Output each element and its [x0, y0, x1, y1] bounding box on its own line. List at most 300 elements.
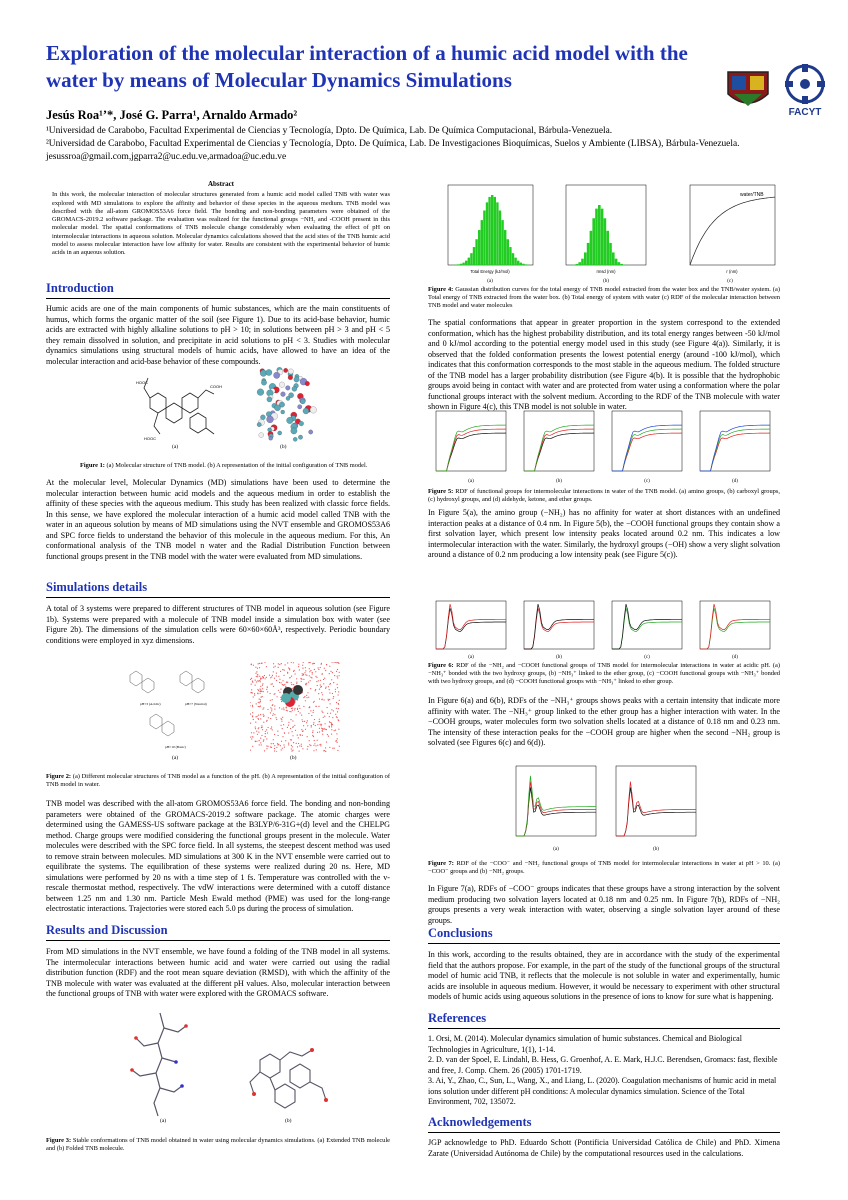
fig6-rdf-line	[612, 604, 682, 649]
water-molecule	[260, 699, 261, 700]
atom	[300, 399, 305, 404]
water-molecule	[302, 673, 303, 674]
atom	[286, 396, 290, 400]
water-molecule	[282, 717, 283, 718]
fig4a-bar	[514, 258, 516, 265]
fig4a-bar	[460, 264, 462, 265]
fig4-axis-label: r (nm)	[726, 269, 738, 274]
water-molecule	[256, 703, 257, 704]
water-molecule	[276, 680, 277, 681]
fig7-caption: Figure 7: RDF of the −COO⁻ and −NH₂ functional groups of TNB model for intermolecular interactions in water at pH > 10. (a) −COO⁻ groups and (b) −NH₂ groups.	[428, 860, 780, 876]
water-molecule	[255, 667, 256, 668]
water-molecule	[262, 696, 263, 697]
poster-title: Exploration of the molecular interaction of a humic acid model with the water by means of Molecular Dynamics Simulations	[46, 41, 688, 92]
water-molecule	[338, 691, 339, 692]
water-molecule	[260, 689, 261, 690]
facyt-logo	[778, 62, 832, 120]
water-molecule	[306, 697, 307, 698]
water-molecule	[250, 723, 251, 724]
water-molecule	[308, 697, 309, 698]
fig4a-bar	[462, 263, 464, 265]
water-molecule	[285, 686, 286, 687]
water-molecule	[312, 673, 313, 674]
water-molecule	[281, 749, 282, 750]
water-molecule	[336, 733, 337, 734]
water-molecule	[305, 729, 306, 730]
water-molecule	[262, 685, 263, 686]
water-molecule	[337, 738, 338, 739]
water-molecule	[325, 688, 326, 689]
water-molecule	[288, 725, 289, 726]
water-molecule	[252, 746, 253, 747]
water-molecule	[317, 740, 318, 741]
water-molecule	[280, 745, 281, 746]
water-molecule	[255, 728, 256, 729]
abstract-text: In this work, the molecular interaction of molecular structures generated from a humic acid model called TNB with water was explored with MD simulations to explore the affinity and behavior of these species in the aqueous medium. TNB model was described with the all-atom GROMOS53A6 force field. The bonding and non-bonding parameters were obtained of the GROMACS-2019.2 software package. The evaluation was realized for the functional groups −NH₂ and -COOH present in this molecular model. The spatial conformations of TNB molecule change considerably when evaluating the effect of pH on intermolecular interactions in aqueous solution. Molecular dynamics calculations showed that the acid sites of the TNB humic acid model to assess molecular interaction have low affinity for water. Results are consistent with the experimental behavior of humic acids in an aqueous solution.	[52, 191, 390, 257]
water-molecule	[302, 721, 303, 722]
water-molecule	[317, 685, 318, 686]
fig5-caption: Figure 5: RDF of functional groups for intermolecular interactions in water of the TNB model. (a) amino groups, (b) carboxyl groups, (c) hydroxyl groups, and (d) aldehyde, ketone, and ether groups.	[428, 488, 780, 504]
water-molecule	[270, 712, 271, 713]
water-molecule	[320, 745, 321, 746]
water-molecule	[256, 741, 257, 742]
water-molecule	[321, 725, 322, 726]
water-molecule	[256, 731, 257, 732]
atom	[261, 380, 266, 385]
fig7-sublabel: (b)	[653, 847, 659, 852]
water-molecule	[272, 705, 273, 706]
water-molecule	[282, 680, 283, 681]
folded-tnb-figure	[240, 1030, 340, 1116]
water-molecule	[295, 730, 296, 731]
sim-paragraph-1: A total of 3 systems were prepared to different structures of TNB model in aqueous solution (see Figure 1b). Systems were prepared with a molecule of TNB model inside a simulation box with water (see Figure 2b). The dimensions of the simulation cells were 60×60×60Å³, respectively. Periodic boundary conditions were employed in xyz dimensions.	[46, 604, 390, 645]
water-molecule	[259, 667, 260, 668]
water-molecule	[328, 700, 329, 701]
water-molecule	[266, 689, 267, 690]
water-molecule	[259, 699, 260, 700]
water-molecule	[314, 663, 315, 664]
water-molecule	[331, 662, 332, 663]
water-molecule	[277, 743, 278, 744]
water-molecule	[257, 716, 258, 717]
water-molecule	[272, 675, 273, 676]
fig4b-bar	[578, 262, 581, 265]
fig4a-bar	[520, 263, 522, 265]
water-molecule	[301, 744, 302, 745]
water-molecule	[329, 692, 330, 693]
water-molecule	[312, 663, 313, 664]
atom	[284, 368, 288, 372]
water-molecule	[270, 677, 271, 678]
water-molecule	[337, 676, 338, 677]
water-molecule	[329, 747, 330, 748]
water-molecule	[251, 689, 252, 690]
water-molecule	[322, 731, 323, 732]
water-molecule	[274, 714, 275, 715]
right-paragraph-2: In Figure 5(a), the amino group (−NH₂) has no affinity for water at short distances with an undefined interaction peaks at a distance of 0.4 nm. In Figure 5(b), the −COOH functional groups they contain show a first solvation layer, which present low intensity peaks located around 0.2 nm. This indicates a low intermolecular interaction with the water. Similarly, the hydroxyl groups (−OH) show a very slight solvation around a distance of 0.2 nm producing a low intensity peak (see Figure 5(c)).	[428, 508, 780, 559]
water-molecule	[300, 734, 301, 735]
water-molecule	[291, 711, 292, 712]
fig4b-bar	[609, 243, 612, 265]
results-paragraph-1: From MD simulations in the NVT ensemble, we have found a folding of the TNB model in all systems. The intermolecular interactions between humic acid and water were carried out using the radial distribution function (RDF) and the root mean square deviation (RMSD), with which the affinity of the TNB molecule with water was evaluated at the different pH values. Also, molecular interaction between the functional groups of TNB with water were explored with the GROMACS software.	[46, 947, 390, 998]
water-molecule	[282, 748, 283, 749]
fig6-caption: Figure 6: RDF of the −NH₂ and −COOH functional groups of TNB model for intermolecular interactions in water at acidic pH. (a) −NH₃⁺ bonded with the two hydroxy groups, (b) −NH₃⁺ linked to the ether group, (c) −COOH functional groups with −NH₃⁺ bonded with two hydroxy groups, and (d) −COOH functional groups with −NH₃⁺ linked to ether group.	[428, 662, 780, 686]
water-molecule	[313, 702, 314, 703]
water-molecule	[273, 743, 274, 744]
water-molecule	[287, 710, 288, 711]
water-molecule	[314, 701, 315, 702]
water-molecule	[262, 727, 263, 728]
water-molecule	[337, 669, 338, 670]
water-molecule	[284, 732, 285, 733]
water-molecule	[309, 707, 310, 708]
water-molecule	[324, 716, 325, 717]
water-molecule	[272, 715, 273, 716]
water-molecule	[304, 672, 305, 673]
water-molecule	[265, 736, 266, 737]
water-molecule	[329, 673, 330, 674]
water-molecule	[322, 712, 323, 713]
water-molecule	[289, 669, 290, 670]
atom	[286, 386, 291, 391]
water-molecule	[258, 702, 259, 703]
water-molecule	[279, 682, 280, 683]
water-molecule	[283, 709, 284, 710]
water-molecule	[258, 706, 259, 707]
fig5-axes	[612, 411, 682, 471]
water-molecule	[335, 691, 336, 692]
water-molecule	[292, 708, 293, 709]
figure-4-panels	[428, 180, 780, 285]
water-molecule	[275, 666, 276, 667]
water-molecule	[266, 729, 267, 730]
fig3-sublabel-a: (a)	[160, 1118, 167, 1124]
water-molecule	[305, 670, 306, 671]
fig4a-bar	[475, 239, 477, 265]
water-molecule	[278, 690, 279, 691]
water-molecule	[258, 690, 259, 691]
fig5-sublabel: (a)	[468, 479, 474, 484]
water-molecule	[312, 730, 313, 731]
water-molecule	[317, 732, 318, 733]
water-molecule	[299, 669, 300, 670]
water-molecule	[291, 748, 292, 749]
water-molecule	[288, 732, 289, 733]
water-molecule	[278, 667, 279, 668]
water-molecule	[318, 667, 319, 668]
water-molecule	[338, 663, 339, 664]
water-molecule	[325, 751, 326, 752]
water-molecule	[264, 750, 265, 751]
water-molecule	[251, 678, 252, 679]
water-molecule	[323, 750, 324, 751]
intro-paragraph-2: At the molecular level, Molecular Dynamics (MD) simulations have been used to determine the molecular interaction between humic acid models and the aqueous medium in order to establish the affinity of these species with the aqueous medium. This study has been realized with classic force fields. In this sense, we have explored the molecular interaction of a humic acid model called TNB with the water in an aqueous solution by means of MD simulations using the NVT ensemble and GROMOS53A6 and SPC force fields to understand the behavior of this molecule in the aqueous medium. For this, An conformational analysis of the TNB model n water and the Radial Distribution Function between functional groups present in the TNB model with the water were evaluated from MD simulations.	[46, 478, 390, 561]
water-molecule	[282, 669, 283, 670]
water-molecule	[321, 724, 322, 725]
water-molecule	[252, 736, 253, 737]
water-molecule	[314, 669, 315, 670]
water-molecule	[306, 722, 307, 723]
water-molecule	[283, 724, 284, 725]
fig6-sublabel: (b)	[556, 655, 562, 660]
water-molecule	[260, 714, 261, 715]
water-molecule	[335, 741, 336, 742]
water-molecule	[276, 719, 277, 720]
water-molecule	[270, 707, 271, 708]
water-molecule	[253, 696, 254, 697]
water-molecule	[308, 713, 309, 714]
fig5-sublabel: (d)	[732, 479, 738, 484]
water-molecule	[295, 673, 296, 674]
fig3-caption: Figure 3: Stable conformations of TNB model obtained in water using molecular dynamics simulations. (a) Extended TNB molecule and (b) Folded TNB molecule.	[46, 1137, 390, 1153]
university-logo	[724, 68, 772, 112]
water-molecule	[337, 717, 338, 718]
water-molecule	[339, 746, 340, 747]
atom	[288, 369, 293, 374]
water-molecule	[336, 708, 337, 709]
water-molecule	[334, 748, 335, 749]
water-molecule	[267, 686, 268, 687]
water-molecule	[276, 675, 277, 676]
water-molecule	[310, 670, 311, 671]
water-molecule	[303, 706, 304, 707]
atom	[288, 375, 293, 380]
water-molecule	[320, 684, 321, 685]
water-molecule	[298, 666, 299, 667]
water-molecule	[302, 719, 303, 720]
fig4a-bar	[473, 247, 475, 265]
atom	[260, 370, 267, 377]
water-box-figure	[250, 662, 340, 752]
water-molecule	[334, 675, 335, 676]
water-molecule	[290, 719, 291, 720]
water-molecule	[302, 748, 303, 749]
abstract-heading: Abstract	[207, 180, 235, 188]
authors: Jesús Roa¹ʼ*, José G. Parra¹, Arnaldo Armado²	[46, 108, 298, 122]
water-molecule	[324, 699, 325, 700]
water-molecule	[260, 742, 261, 743]
water-molecule	[255, 716, 256, 717]
fig5-sublabel: (c)	[644, 479, 650, 484]
water-molecule	[302, 665, 303, 666]
water-molecule	[264, 662, 265, 663]
water-molecule	[315, 671, 316, 672]
water-molecule	[320, 680, 321, 681]
water-molecule	[251, 664, 252, 665]
water-molecule	[256, 671, 257, 672]
fig4a-bar	[501, 220, 503, 265]
water-molecule	[339, 672, 340, 673]
fig4a-bar	[512, 253, 514, 265]
fig4a-bar	[525, 264, 527, 265]
water-molecule	[313, 750, 314, 751]
water-molecule	[293, 671, 294, 672]
water-molecule	[296, 682, 297, 683]
svg-text:FACYT: FACYT	[788, 107, 822, 118]
water-molecule	[311, 677, 312, 678]
water-molecule	[321, 663, 322, 664]
fig4a-bar	[504, 230, 506, 265]
water-molecule	[319, 728, 320, 729]
water-molecule	[274, 678, 275, 679]
water-molecule	[306, 675, 307, 676]
water-molecule	[293, 684, 294, 685]
water-molecule	[287, 662, 288, 663]
water-molecule	[261, 697, 262, 698]
water-molecule	[271, 726, 272, 727]
water-molecule	[288, 744, 289, 745]
water-molecule	[337, 677, 338, 678]
water-molecule	[255, 741, 256, 742]
water-molecule	[301, 678, 302, 679]
water-molecule	[314, 719, 315, 720]
fig7-rdf-line	[616, 782, 696, 837]
water-molecule	[316, 681, 317, 682]
water-molecule	[274, 709, 275, 710]
water-molecule	[319, 698, 320, 699]
water-molecule	[282, 728, 283, 729]
fig4b-bar	[587, 243, 590, 265]
water-molecule	[274, 748, 275, 749]
water-molecule	[338, 704, 339, 705]
fig1-sublabel-a: (a)	[172, 444, 179, 450]
fig4a-bar	[517, 261, 519, 265]
figure-5-panels	[428, 406, 780, 486]
fig4b-bar	[618, 262, 621, 265]
water-molecule	[323, 679, 324, 680]
fig6-rdf-line	[700, 608, 770, 649]
atom	[309, 430, 313, 434]
sim-heading: Simulations details	[46, 580, 390, 598]
fig5-rdf-line	[700, 425, 770, 471]
water-molecule	[276, 747, 277, 748]
water-molecule	[250, 713, 251, 714]
water-molecule	[273, 671, 274, 672]
water-molecule	[281, 708, 282, 709]
water-molecule	[311, 715, 312, 716]
water-molecule	[296, 714, 297, 715]
water-molecule	[294, 708, 295, 709]
water-molecule	[273, 663, 274, 664]
water-molecule	[261, 744, 262, 745]
water-molecule	[328, 686, 329, 687]
water-molecule	[283, 675, 284, 676]
water-molecule	[298, 743, 299, 744]
water-molecule	[338, 662, 339, 663]
atom	[267, 397, 272, 402]
water-molecule	[307, 749, 308, 750]
water-molecule	[268, 746, 269, 747]
water-molecule	[266, 666, 267, 667]
water-molecule	[260, 681, 261, 682]
water-molecule	[293, 726, 294, 727]
fig4a-bar	[470, 253, 472, 265]
water-molecule	[299, 751, 300, 752]
water-molecule	[252, 706, 253, 707]
fig4c-legend: water/TNB	[740, 192, 764, 198]
water-molecule	[266, 745, 267, 746]
water-molecule	[333, 682, 334, 683]
water-molecule	[257, 693, 258, 694]
water-molecule	[298, 705, 299, 706]
water-molecule	[286, 710, 287, 711]
water-molecule	[296, 683, 297, 684]
water-molecule	[311, 725, 312, 726]
water-molecule	[252, 716, 253, 717]
water-molecule	[288, 722, 289, 723]
water-molecule	[304, 721, 305, 722]
water-molecule	[254, 693, 255, 694]
atom	[259, 433, 264, 438]
water-molecule	[307, 692, 308, 693]
water-molecule	[261, 678, 262, 679]
reference-item: 3. Ai, Y., Zhao, C., Sun, L., Wang, X., and Liang, L. (2020). Coagulation mechanisms of humic acid in metal ions solution under different pH conditions: A molecular dynamics simulation. Science of the Total Environment, 702, 135072.	[428, 1076, 777, 1106]
water-molecule	[253, 732, 254, 733]
water-molecule	[309, 740, 310, 741]
water-molecule	[274, 693, 275, 694]
water-molecule	[270, 718, 271, 719]
fig4b-bar	[598, 205, 601, 265]
water-molecule	[322, 728, 323, 729]
water-molecule	[262, 683, 263, 684]
water-molecule	[269, 675, 270, 676]
water-molecule	[255, 685, 256, 686]
water-molecule	[278, 676, 279, 677]
fig4a-bar	[478, 230, 480, 265]
water-molecule	[310, 710, 311, 711]
water-molecule	[302, 668, 303, 669]
conclusions-heading: Conclusions	[428, 926, 780, 944]
water-molecule	[325, 723, 326, 724]
water-molecule	[332, 748, 333, 749]
water-molecule	[331, 679, 332, 680]
fig4a-bar	[483, 210, 485, 265]
water-molecule	[255, 673, 256, 674]
fig6-rdf-line	[524, 608, 594, 649]
water-molecule	[336, 671, 337, 672]
abstract	[52, 180, 390, 258]
water-molecule	[283, 744, 284, 745]
water-molecule	[294, 725, 295, 726]
water-molecule	[331, 722, 332, 723]
water-molecule	[267, 709, 268, 710]
water-molecule	[313, 712, 314, 713]
water-molecule	[329, 689, 330, 690]
water-molecule	[319, 721, 320, 722]
reference-item: 2. D. van der Spoel, E. Lindahl, B. Hess, G. Groenhof, A. E. Mark, H.J.C. Berendsen, Gromacs: fast, flexible and free, J. Comp. Chem. 26 (2005) 1701-1719.	[428, 1055, 778, 1075]
emails: jesussroa@gmail.com,jgparra2@uc.edu.ve,armadoa@uc.edu.ve	[46, 152, 287, 162]
water-molecule	[312, 732, 313, 733]
water-molecule	[253, 665, 254, 666]
water-molecule	[313, 745, 314, 746]
water-molecule	[252, 705, 253, 706]
fig6-rdf-line	[524, 604, 594, 649]
water-molecule	[327, 713, 328, 714]
water-molecule	[258, 663, 259, 664]
water-molecule	[316, 706, 317, 707]
water-molecule	[327, 734, 328, 735]
water-molecule	[260, 701, 261, 702]
ph-label-neutral: pH>7 (Neutral)	[185, 702, 207, 706]
fig4b-bar	[595, 209, 598, 265]
water-molecule	[260, 679, 261, 680]
water-molecule	[263, 691, 264, 692]
water-molecule	[259, 740, 260, 741]
water-molecule	[256, 676, 257, 677]
fig4a-bar	[491, 195, 493, 265]
water-molecule	[258, 715, 259, 716]
water-molecule	[281, 682, 282, 683]
